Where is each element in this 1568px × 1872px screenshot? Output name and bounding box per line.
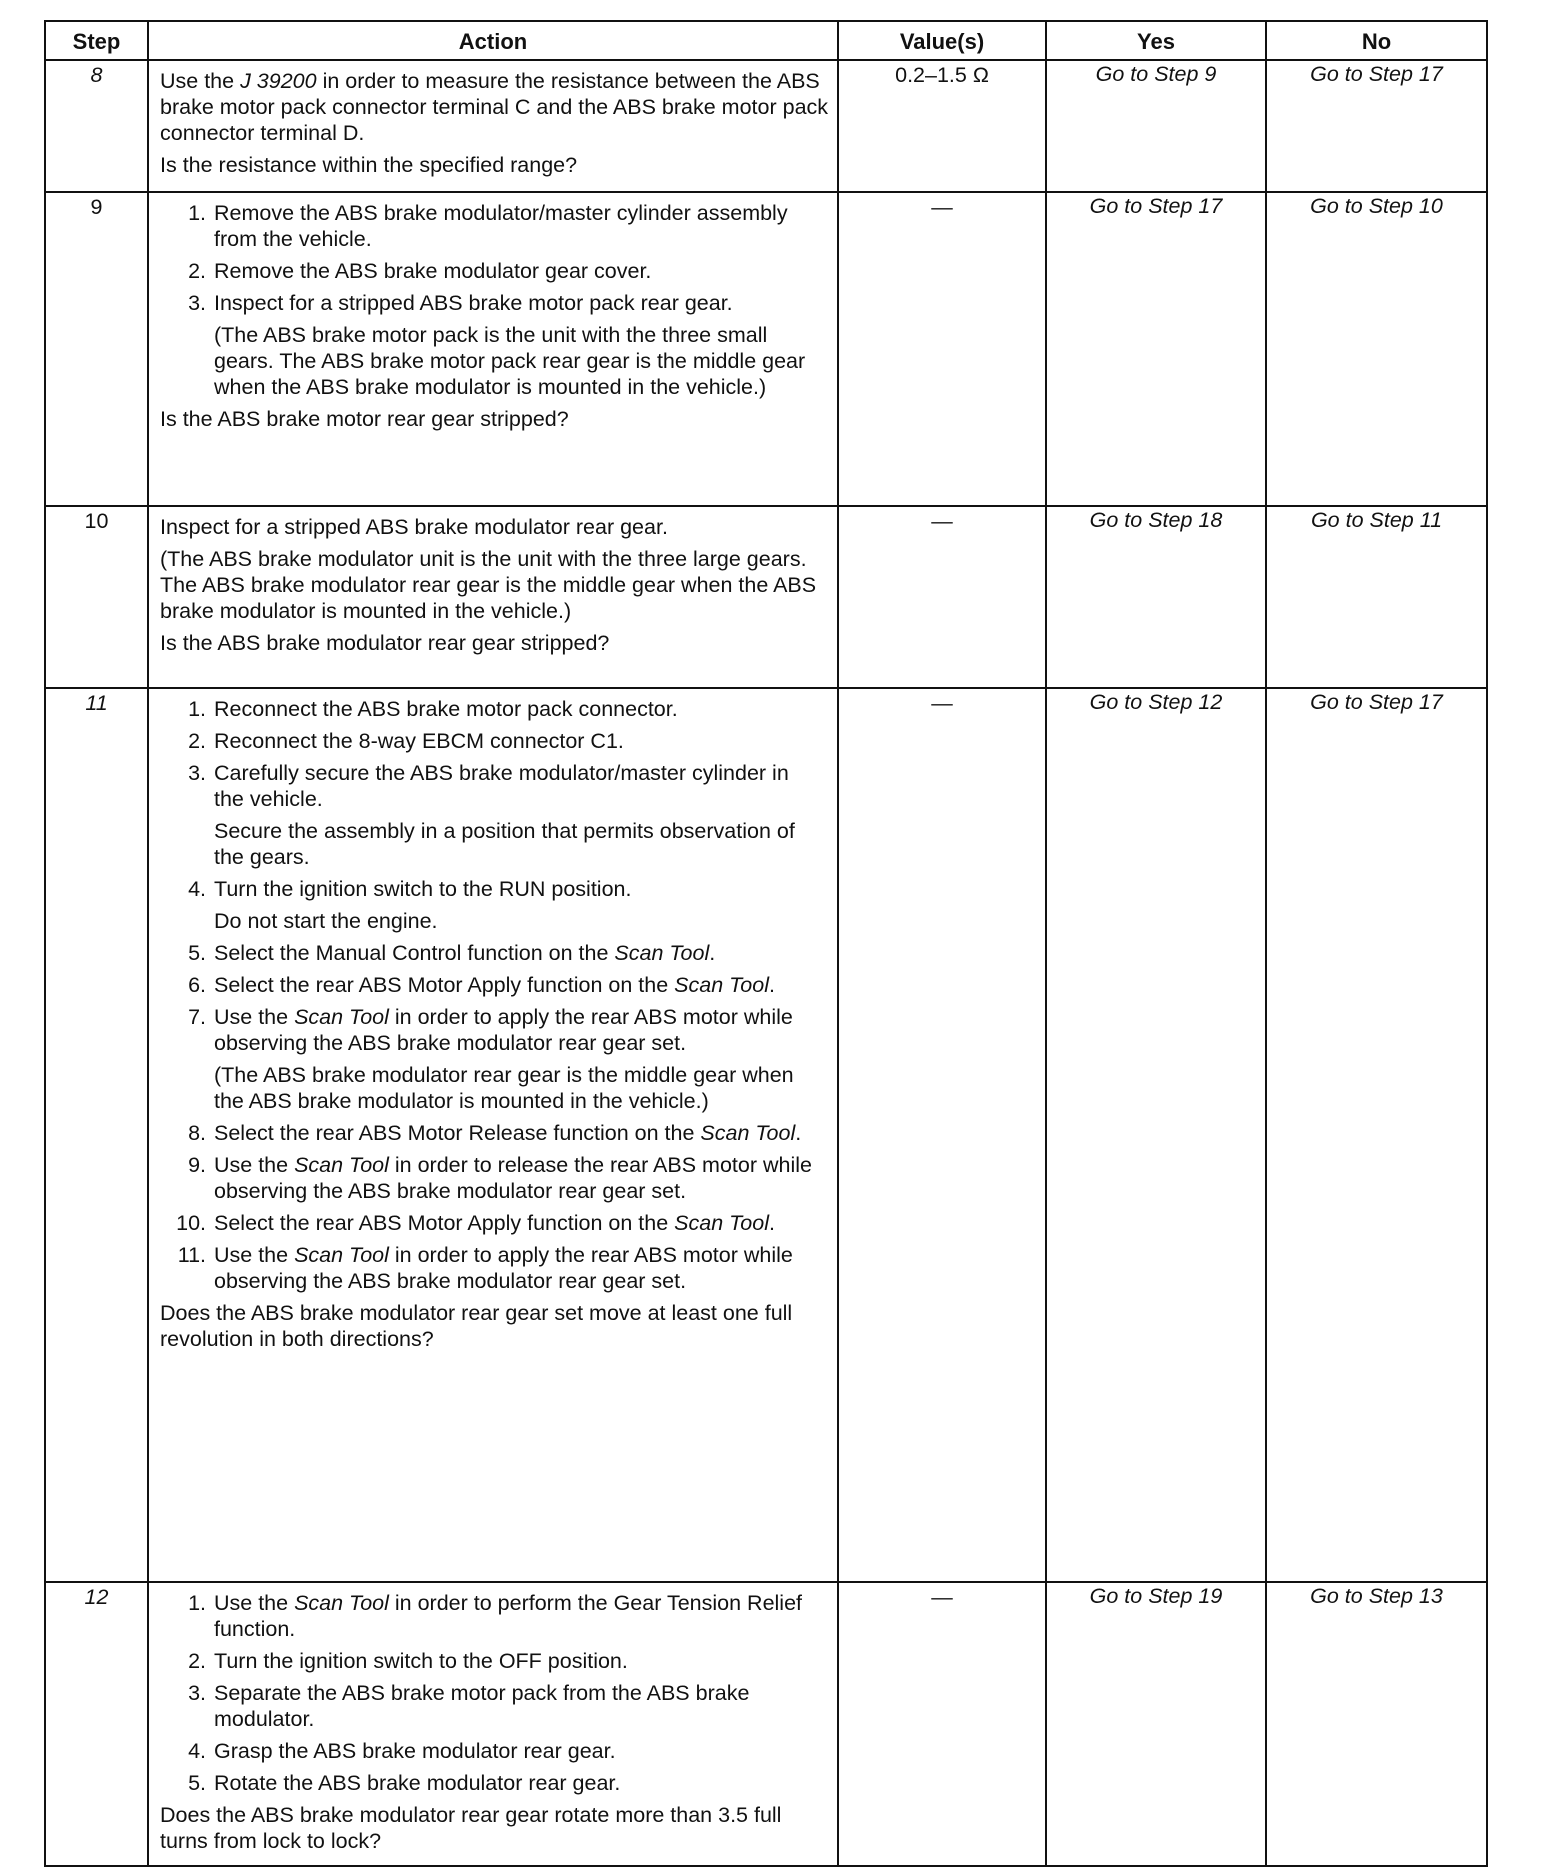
list-item (160, 1152, 829, 1204)
list-item-number: 3. (188, 1681, 206, 1705)
list-item-number: 4. (188, 877, 206, 901)
action-question: Is the resistance within the specified range? (160, 153, 578, 177)
list-item-text: Grasp the ABS brake modulator rear gear. (214, 1739, 616, 1763)
list-item-number: 6. (188, 973, 206, 997)
action-text: Inspect for a stripped ABS brake modulator rear gear. (160, 515, 668, 539)
yes-link[interactable]: Go to Step 9 (1046, 60, 1266, 192)
table-row (45, 60, 1487, 192)
step-number: 8 (45, 60, 148, 192)
list-item-text: Turn the ignition switch to the RUN position. (214, 877, 632, 901)
list-item (160, 200, 829, 252)
action-question: Does the ABS brake modulator rear gear rotate more than 3.5 full turns from lock to lock? (160, 1803, 782, 1853)
list-item-number: 5. (188, 1771, 206, 1795)
no-link[interactable]: Go to Step 17 (1266, 60, 1487, 192)
list-item-number: 9. (188, 1153, 206, 1177)
list-item-note: Do not start the engine. (214, 909, 438, 933)
list-item-body (214, 876, 829, 934)
list-item-number: 4. (188, 1739, 206, 1763)
value-cell: — (838, 1582, 1046, 1866)
list-item-text: Rotate the ABS brake modulator rear gear. (214, 1771, 621, 1795)
step-number: 9 (45, 192, 148, 506)
list-item-number: 2. (188, 729, 206, 753)
list-item-text: Reconnect the 8-way EBCM connector C1. (214, 729, 624, 753)
list-item (160, 1770, 829, 1796)
header-row (45, 21, 1487, 60)
action-question: Is the ABS brake modulator rear gear stripped? (160, 631, 610, 655)
header-step: Step (45, 21, 148, 60)
list-item-text: Use the Scan Tool in order to release the rear ABS motor while observing the ABS brake modulator rear gear set. (214, 1153, 812, 1203)
table-row (45, 1582, 1487, 1866)
list-item (160, 1242, 829, 1294)
no-link[interactable]: Go to Step 17 (1266, 688, 1487, 1582)
action-question: Does the ABS brake modulator rear gear set move at least one full revolution in both directions? (160, 1301, 793, 1351)
list-item-note: Secure the assembly in a position that permits observation of the gears. (214, 819, 795, 869)
no-link[interactable]: Go to Step 11 (1266, 506, 1487, 688)
list-item (160, 1210, 829, 1236)
list-item (160, 290, 829, 400)
action-cell (148, 688, 838, 1582)
list-item-number: 5. (188, 941, 206, 965)
list-item-number: 8. (188, 1121, 206, 1145)
list-item-text: Carefully secure the ABS brake modulator/master cylinder in the vehicle. (214, 761, 789, 811)
action-list (160, 200, 829, 400)
action-cell (148, 60, 838, 192)
list-item (160, 1120, 829, 1146)
list-item-body (214, 760, 829, 870)
list-item-number: 2. (188, 1649, 206, 1673)
list-item-number: 1. (188, 697, 206, 721)
action-list (160, 696, 829, 1294)
list-item-number: 3. (188, 761, 206, 785)
list-item (160, 1738, 829, 1764)
action-cell (148, 506, 838, 688)
list-item (160, 258, 829, 284)
list-item (160, 1004, 829, 1114)
list-item-number: 7. (188, 1005, 206, 1029)
yes-link[interactable]: Go to Step 19 (1046, 1582, 1266, 1866)
list-item-text: Select the rear ABS Motor Apply function on the Scan Tool. (214, 1211, 775, 1235)
action-note: (The ABS brake modulator unit is the unit with the three large gears. The ABS brake modulator rear gear is the middle gear when the ABS brake modulator is mounted in the vehicle.) (160, 547, 817, 623)
header-values: Value(s) (838, 21, 1046, 60)
list-item (160, 1590, 829, 1642)
list-item (160, 696, 829, 722)
list-item-number: 11. (177, 1243, 206, 1267)
table-row (45, 192, 1487, 506)
list-item-text: Select the Manual Control function on the Scan Tool. (214, 941, 716, 965)
no-link[interactable]: Go to Step 13 (1266, 1582, 1487, 1866)
action-question: Is the ABS brake motor rear gear stripped? (160, 407, 569, 431)
step-number: 12 (45, 1582, 148, 1866)
list-item (160, 940, 829, 966)
list-item (160, 972, 829, 998)
yes-link[interactable]: Go to Step 17 (1046, 192, 1266, 506)
diagnostic-table (44, 20, 1488, 1867)
header-action: Action (148, 21, 838, 60)
list-item (160, 1648, 829, 1674)
list-item-number: 2. (188, 259, 206, 283)
value-cell: — (838, 506, 1046, 688)
header-yes: Yes (1046, 21, 1266, 60)
step-number: 10 (45, 506, 148, 688)
list-item-text: Turn the ignition switch to the OFF position. (214, 1649, 628, 1673)
list-item-number: 1. (188, 1591, 206, 1615)
list-item-number: 3. (188, 291, 206, 315)
list-item-text: Use the Scan Tool in order to apply the rear ABS motor while observing the ABS brake modulator rear gear set. (214, 1243, 793, 1293)
step-number: 11 (45, 688, 148, 1582)
list-item (160, 760, 829, 870)
table-row (45, 688, 1487, 1582)
list-item-text: Remove the ABS brake modulator/master cylinder assembly from the vehicle. (214, 201, 788, 251)
list-item-note: (The ABS brake modulator rear gear is the middle gear when the ABS brake modulator is mounted in the vehicle.) (214, 1063, 794, 1113)
action-list (160, 1590, 829, 1796)
list-item-note: (The ABS brake motor pack is the unit with the three small gears. The ABS brake motor pack rear gear is the middle gear when the ABS brake modulator is mounted in the vehicle.) (214, 323, 806, 399)
list-item-number: 1. (188, 201, 206, 225)
table-row (45, 506, 1487, 688)
list-item-body (214, 290, 829, 400)
action-cell (148, 192, 838, 506)
yes-link[interactable]: Go to Step 12 (1046, 688, 1266, 1582)
list-item-text: Select the rear ABS Motor Apply function on the Scan Tool. (214, 973, 775, 997)
action-text: Use the J 39200 in order to measure the resistance between the ABS brake motor pack connector terminal C and the ABS brake motor pack connector terminal D. (160, 69, 829, 145)
list-item-text: Use the Scan Tool in order to apply the rear ABS motor while observing the ABS brake modulator rear gear set. (214, 1005, 793, 1055)
list-item-text: Remove the ABS brake modulator gear cover. (214, 259, 652, 283)
list-item-text: Reconnect the ABS brake motor pack connector. (214, 697, 678, 721)
list-item-text: Use the Scan Tool in order to perform the Gear Tension Relief function. (214, 1591, 803, 1641)
value-cell: — (838, 688, 1046, 1582)
yes-link[interactable]: Go to Step 18 (1046, 506, 1266, 688)
list-item-text: Inspect for a stripped ABS brake motor pack rear gear. (214, 291, 733, 315)
list-item (160, 728, 829, 754)
list-item-text: Separate the ABS brake motor pack from the ABS brake modulator. (214, 1681, 750, 1731)
list-item-text: Select the rear ABS Motor Release function on the Scan Tool. (214, 1121, 802, 1145)
list-item-number: 10. (176, 1211, 206, 1235)
no-link[interactable]: Go to Step 10 (1266, 192, 1487, 506)
header-no: No (1266, 21, 1487, 60)
action-cell (148, 1582, 838, 1866)
list-item (160, 876, 829, 934)
value-cell: — (838, 192, 1046, 506)
list-item-body (214, 1004, 829, 1114)
list-item (160, 1680, 829, 1732)
value-cell: 0.2–1.5 Ω (838, 60, 1046, 192)
